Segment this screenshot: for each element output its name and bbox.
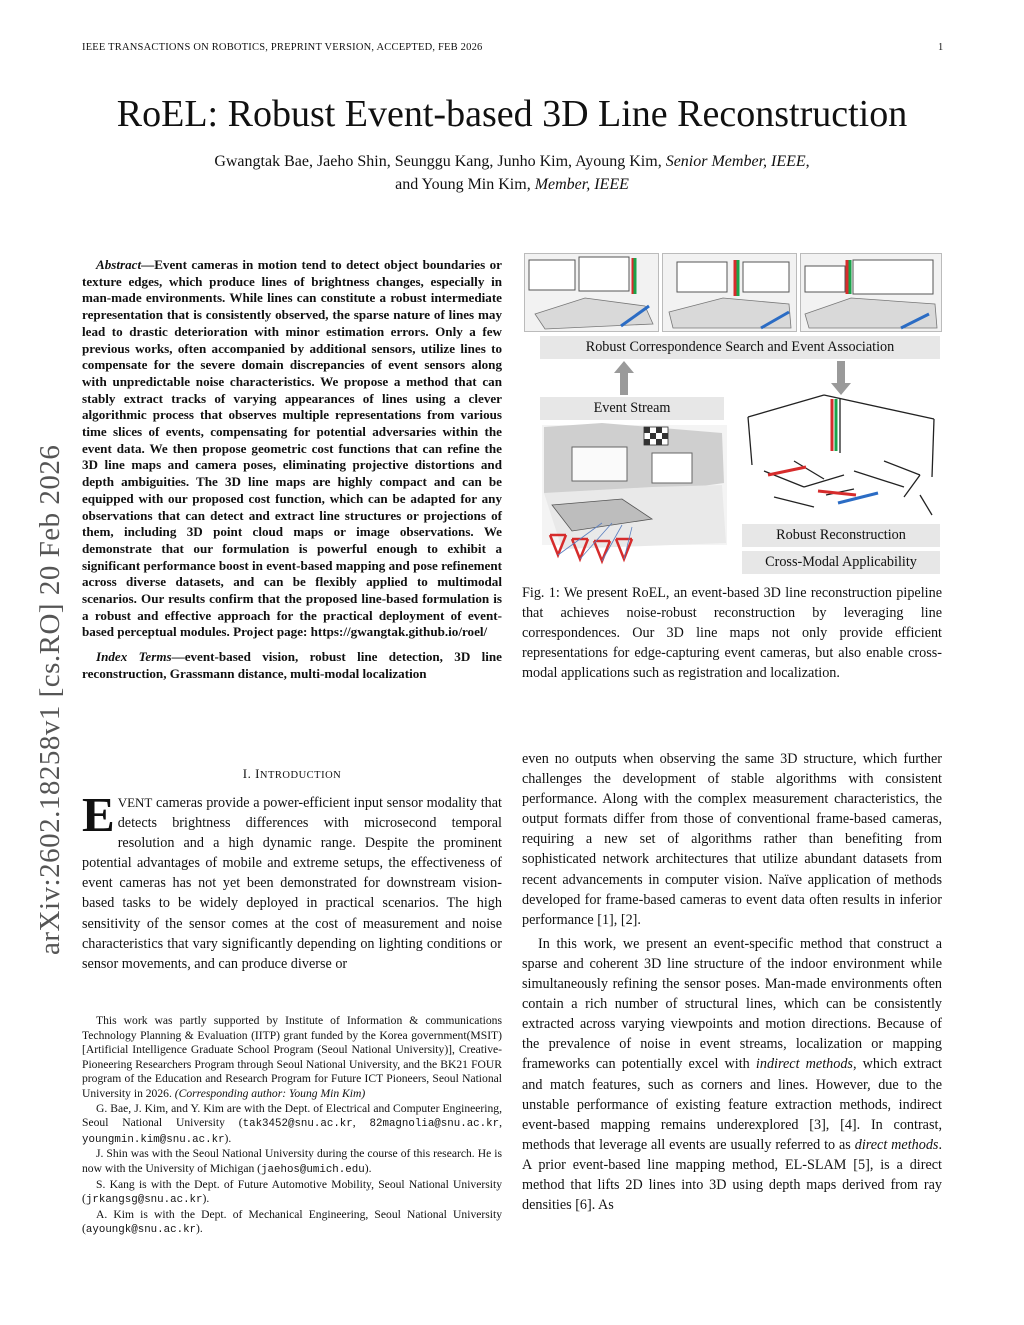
section-heading (82, 766, 502, 782)
figure-caption: Fig. 1: We present RoEL, an event-based 3D line reconstruction pipeline that achieves noise-robust reconstruction by leveraging line correspondences. Our 3D line maps not only provide efficient representations for edge-capturing event cameras, but also enable cross-modal applications such as registration and localization. (522, 585, 942, 682)
line-map-illustration (744, 391, 940, 521)
abstract-text: Event cameras in motion tend to detect object boundaries or texture edges, which produce lines of brightness changes, especially in man-made environments. While lines can constitute a robust intermediate representation that is consistently observed, the sparse nature of lines may lead to drastic deterioration with minor estimation errors. Only a few previous works, often accompanied by additional sensors, utilize lines to compensate for the severe domain discrepancies of event sensors along with unpredictable noise characteristics. We propose a method that can stably extract tracks of varying appearances of lines using a clever algorithmic process that observes multiple representations from various time slices of events, compensating for potential adversaries within the event data. We then propose geometric cost functions that can refine the 3D line maps and camera poses, eliminating projective distortions and depth ambiguities. The 3D line maps are highly compact and can be equipped with our proposed cost function, which can be adapted for any observations that can detect and extract line structures or projections of them, including 3D point cloud maps or image observations. We demonstrate that our formulation is powerful enough to exhibit a significant performance boost in event-based mapping and pose refinement across diverse datasets, and can be flexibly applied to multimodal scenarios. Our results confirm that the proposed line-based formulation is a robust and effective approach for the practical deployment of event-based perceptual modules. Project page: https://gwangtak.github.io/roel/ (82, 257, 502, 640)
abstract (82, 257, 502, 683)
paper-title: RoEL: Robust Event-based 3D Line Reconstruction (116, 93, 908, 135)
term-indirect-methods: indirect methods (755, 1056, 853, 1073)
footnote-affiliation-2-text: J. Shin was with the Seoul National University during the course of this research. He is now with the University of Michigan ( (82, 1147, 502, 1175)
abstract-dash: — (141, 257, 155, 272)
label-cross-modal: Cross-Modal Applicability (742, 551, 940, 574)
label-correspondence: Robust Correspondence Search and Event Association (540, 336, 940, 359)
email-link[interactable]: jaehos@umich.edu (261, 1163, 365, 1176)
arxiv-stamp: arXiv:2602.18258v1 [cs.RO] 20 Feb 2026 (34, 444, 66, 955)
footnote-affiliation-2: J. Shin was with the Seoul National University during the course of this research. He is now with the University of Michigan (jaehos@umich.edu). (82, 1147, 502, 1176)
author-line-2 (0, 174, 1024, 196)
index-terms-text: event-based vision, robust line detection, 3D line reconstruction, Grassmann distance, multi-modal localization (82, 649, 502, 681)
right-column-body (522, 749, 942, 1215)
footnote-affiliation-1-text: G. Bae, J. Kim, and Y. Kim are with the Dept. of Electrical and Computer Engineering, Seoul National University ( (82, 1101, 502, 1130)
section-numeral: I. (242, 766, 256, 781)
section-title-rest: NTRODUCTION (259, 770, 342, 781)
footnote-funding (82, 1014, 502, 1102)
abstract-label: Abstract (96, 257, 142, 272)
email-link[interactable]: 82magnolia@snu.ac.kr (369, 1118, 500, 1131)
footnote-affiliation-4: A. Kim is with the Dept. of Mechanical Engineering, Seoul National University (ayoungk@snu.ac.kr). (82, 1207, 502, 1237)
intro-text: cameras provide a power-efficient input sensor modality that detects brightness differences with microsecond temporal resolution and a high dynamic range. Despite the prominent potential advantages of mobile and extreme setups, the effectiveness of event cameras has not yet been demonstrated for downstream vision-based tasks to be widely deployed in practical scenarios. The high sensitivity of the sensor comes at the cost of measurement and noise characteristics that vary significantly depending on lighting conditions or sensor movements, and can produce diverse or (82, 795, 502, 972)
author-names-1: Gwangtak Bae, Jaeho Shin, Seunggu Kang, Junho Kim, Ayoung Kim, (214, 153, 662, 170)
body-paragraph-1: even no outputs when observing the same 3D structure, which further challenges the development of stable algorithms with consistent performance. Along with the complex measurement characteristics, the output formats differ from those of conventional frame-based cameras, requiring a new set of algorithms rather than benefiting from sophisticated network architectures that utilize abundant datasets from recent advancements in computer vision. Naïve application of methods developed for frame-based cameras to event data often results in inferior performance [1], [2]. (522, 751, 942, 928)
footnote-affiliation-1: G. Bae, J. Kim, and Y. Kim are with the Dept. of Electrical and Computer Engineering, Seoul National University (tak3452@snu.ac.kr, 82magnolia@snu.ac.kr, youngmin.kim@snu.ac.kr). (82, 1101, 502, 1146)
email-link[interactable]: youngmin.kim@snu.ac.kr (82, 1133, 225, 1146)
label-event-stream: Event Stream (540, 397, 724, 420)
figure-thumbnail-2 (662, 253, 797, 332)
index-terms-label: Index Terms (96, 649, 172, 665)
running-header: IEEE TRANSACTIONS ON ROBOTICS, PREPRINT VERSION, ACCEPTED, FEB 2026 (82, 42, 483, 53)
email-link[interactable]: ayoungk@snu.ac.kr (85, 1224, 197, 1237)
footnote-funding-text: This work was partly supported by Institute of Information & communications Technology Planning & Evaluation (IITP) grant funded by the Korea government(MSIT) [Artificial Intelligence Graduate School Program (Seoul National University)], Creative-Pioneering Researchers Program through Seoul National University, and the BK21 FOUR program of the Education and Research Program for Future ICT Pioneers, Seoul National University in 2026. (82, 1014, 502, 1100)
event-stream-illustration (532, 423, 732, 573)
author-end-1: , (805, 153, 810, 170)
author-role-1: Senior Member, IEEE (665, 153, 806, 170)
label-robust-reconstruction: Robust Reconstruction (742, 524, 940, 547)
arrow-up-icon (612, 359, 636, 397)
body-paragraph-2-b: , which extract and match features, such as corners and lines. However, due to the unstable performance of existing feature extraction methods, indirect event-based mapping remains underexplored [3], [4]. In contrast, methods that leverage all events are usually referred to as (522, 1056, 943, 1153)
figure-thumbnail-3 (800, 253, 942, 332)
email-link[interactable]: tak3452@snu.ac.kr (242, 1118, 353, 1131)
body-paragraph-2-c: . A prior event-based line mapping method, EL-SLAM [5], is a direct method that lifts 2D lines into 3D using depth maps derived from ray densities [6]. As (522, 1136, 943, 1214)
footnote-affiliation-4-text: A. Kim is with the Dept. of Mechanical Engineering, Seoul National University ( (82, 1207, 502, 1236)
author-names-2: and Young Min Kim, (395, 176, 531, 193)
body-paragraph-2 (522, 934, 942, 1215)
figure-1 (522, 253, 942, 578)
checkerboard-icon (644, 427, 668, 445)
corresponding-author: (Corresponding author: Young Min Kim) (174, 1086, 366, 1100)
section-first-letter: I (255, 766, 260, 781)
author-line-1 (0, 151, 1024, 173)
drop-cap: E (82, 787, 115, 842)
footnote-affiliation-3: S. Kang is with the Dept. of Future Automotive Mobility, Seoul National University (jrkangsg@snu.ac.kr). (82, 1177, 502, 1207)
page-number: 1 (938, 42, 944, 53)
term-direct-methods: direct methods (854, 1136, 939, 1153)
footnote-affiliation-3-text: S. Kang is with the Dept. of Future Automotive Mobility, Seoul National University ( (82, 1177, 502, 1206)
author-role-2: Member, IEEE (534, 176, 629, 193)
intro-first-word: VENT (117, 795, 153, 810)
intro-paragraph (82, 787, 502, 974)
figure-thumbnail-1 (524, 253, 659, 332)
index-dash: — (171, 649, 185, 665)
body-paragraph-2-a: In this work, we present an event-specific method that construct a sparse and coherent 3D line structure of the indoor environment while simultaneously refining the sensor poses. Man-made environments often contain a rich number of structural lines, which can be consistently extracted across varying viewpoints and motion directions. Because of the prevalence of noise in event streams, localization or mapping frameworks can potentially excel with (522, 935, 942, 1073)
footnotes (82, 1014, 502, 1238)
email-link[interactable]: jrkangsg@snu.ac.kr (85, 1194, 203, 1207)
